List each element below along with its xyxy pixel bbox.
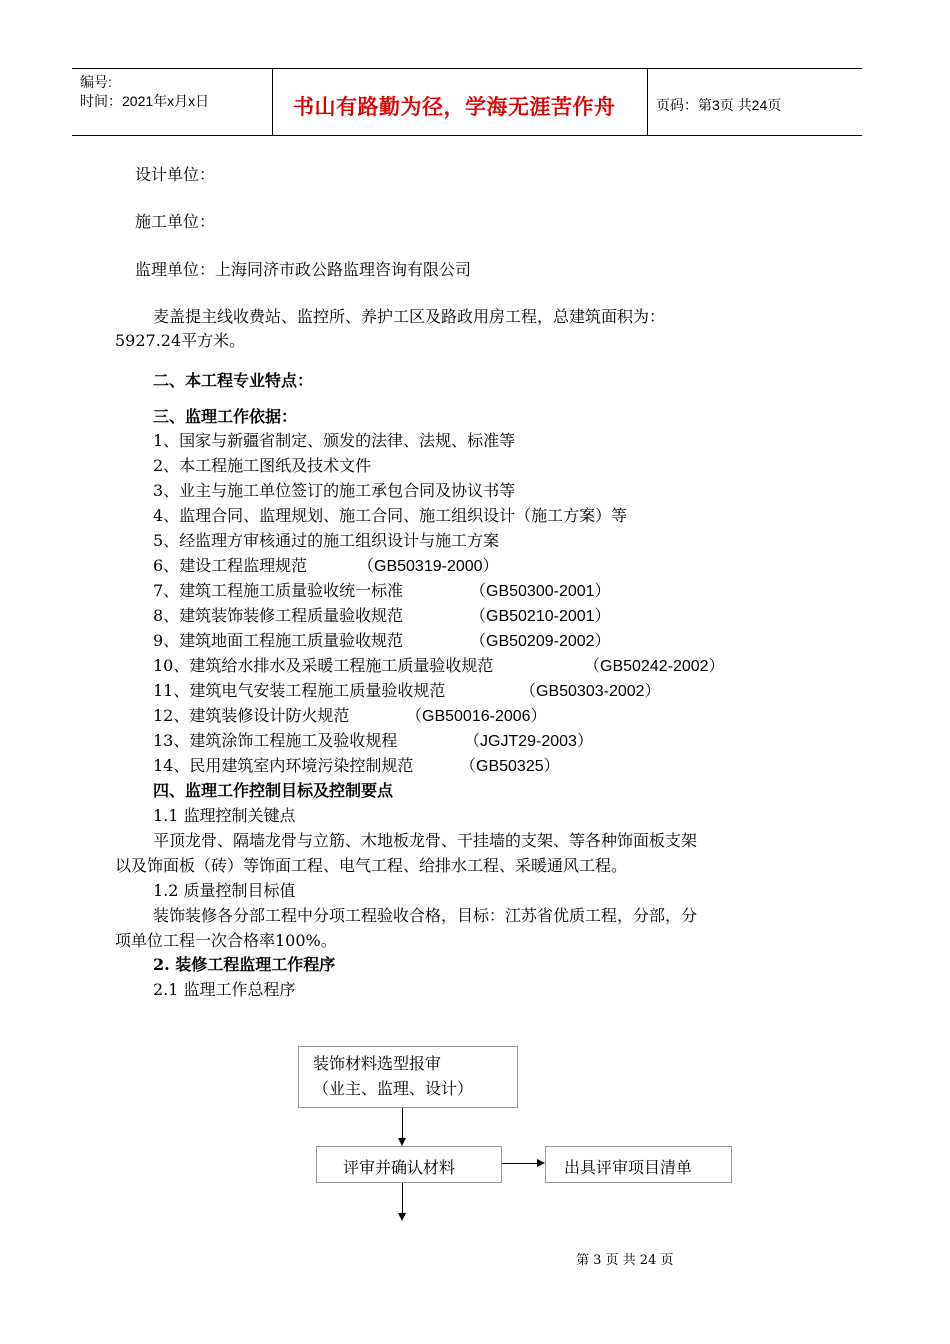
basis-item-code: （JGJT29-2003） [464, 733, 593, 750]
subsection-1-2-title: 1.2 质量控制目标值 [153, 881, 296, 900]
header-motto: 书山有路勤为径，学海无涯苦作舟 [293, 95, 616, 119]
basis-item-code: （GB50210-2001） [470, 608, 611, 625]
basis-item-code: （GB50303-2002） [520, 683, 661, 700]
subsection-1-2-line-2: 项单位工程一次合格率100%。 [115, 931, 337, 950]
basis-item-code: （GB50319-2000） [358, 558, 499, 575]
flow-arrow-1-head [398, 1138, 406, 1146]
basis-item: 6、建设工程监理规范 [153, 556, 308, 575]
flow-box-material-selection-line-1: 装饰材料选型报审 [313, 1054, 442, 1073]
basis-item: 1、国家与新疆省制定、颁发的法律、法规、标准等 [153, 431, 516, 450]
basis-item: 14、民用建筑室内环境污染控制规范 [153, 756, 414, 775]
flow-box-review-confirm-label: 评审并确认材料 [343, 1158, 456, 1177]
document-number-label: 编号: [80, 74, 112, 90]
supervision-unit: 监理单位：上海同济市政公路监理咨询有限公司 [135, 260, 472, 279]
header-bottom-rule [72, 135, 862, 136]
flow-arrow-2 [502, 1163, 538, 1164]
basis-item: 2、本工程施工图纸及技术文件 [153, 456, 372, 475]
basis-item: 11、建筑电气安装工程施工质量验收规范 [153, 681, 446, 700]
basis-item-code: （GB50016-2006） [406, 708, 547, 725]
flow-box-review-confirm [316, 1146, 502, 1183]
intro-line-1: 麦盖提主线收费站、监控所、养护工区及路政用房工程，总建筑面积为： [153, 307, 666, 326]
header-divider-left [272, 68, 273, 135]
basis-item: 8、建筑装饰装修工程质量验收规范 [153, 606, 404, 625]
basis-item-code: （GB50300-2001） [470, 583, 611, 600]
basis-item-code: （GB50325） [460, 758, 560, 775]
section-3-title: 三、监理工作依据： [153, 407, 298, 426]
flow-box-material-selection [298, 1046, 518, 1108]
basis-item-code: （GB50242-2002） [584, 658, 725, 675]
flow-arrow-2-head [537, 1159, 545, 1167]
flow-box-issue-list [545, 1146, 732, 1183]
document-time-label: 时间：2021年x月x日 [80, 93, 210, 109]
subsection-1-1-title: 1.1 监理控制关键点 [153, 806, 296, 825]
basis-item: 5、经监理方审核通过的施工组织设计与施工方案 [153, 531, 500, 550]
basis-item-code: （GB50209-2002） [470, 633, 611, 650]
subsection-2-1-title: 2.1 监理工作总程序 [153, 980, 296, 999]
basis-item: 9、建筑地面工程施工质量验收规范 [153, 631, 404, 650]
flow-arrow-1 [402, 1108, 403, 1138]
intro-line-2: 5927.24平方米。 [115, 331, 246, 350]
section-4-title: 四、监理工作控制目标及控制要点 [153, 781, 394, 800]
page-indicator: 页码：第3页 共24页 [656, 97, 782, 113]
flow-box-issue-list-label: 出具评审项目清单 [564, 1158, 693, 1177]
section-2-procedure-title: 2. 装修工程监理工作程序 [153, 955, 336, 974]
subsection-1-1-line-1: 平顶龙骨、隔墙龙骨与立筋、木地板龙骨、干挂墙的支架、等各种饰面板支架 [153, 831, 698, 850]
subsection-1-2-line-1: 装饰装修各分部工程中分项工程验收合格，目标：江苏省优质工程，分部，分 [153, 906, 698, 925]
basis-item: 12、建筑装修设计防火规范 [153, 706, 350, 725]
flow-arrow-3-head [398, 1213, 406, 1221]
flow-box-material-selection-line-2: （业主、监理、设计） [313, 1079, 474, 1098]
flow-arrow-3 [402, 1183, 403, 1213]
basis-item: 4、监理合同、监理规划、施工合同、施工组织设计（施工方案）等 [153, 506, 628, 525]
section-2-title: 二、本工程专业特点： [153, 371, 314, 390]
subsection-1-1-line-2: 以及饰面板（砖）等饰面工程、电气工程、给排水工程、采暖通风工程。 [115, 856, 628, 875]
basis-item: 3、业主与施工单位签订的施工承包合同及协议书等 [153, 481, 516, 500]
page-footer: 第 3 页 共 24 页 [576, 1253, 674, 1268]
design-unit: 设计单位： [135, 165, 216, 184]
basis-item: 13、建筑涂饰工程施工及验收规程 [153, 731, 398, 750]
basis-item: 7、建筑工程施工质量验收统一标准 [153, 581, 404, 600]
header-divider-right [647, 68, 648, 135]
construction-unit: 施工单位： [135, 212, 216, 231]
header-top-rule [72, 68, 862, 69]
basis-item: 10、建筑给水排水及采暖工程施工质量验收规范 [153, 656, 494, 675]
